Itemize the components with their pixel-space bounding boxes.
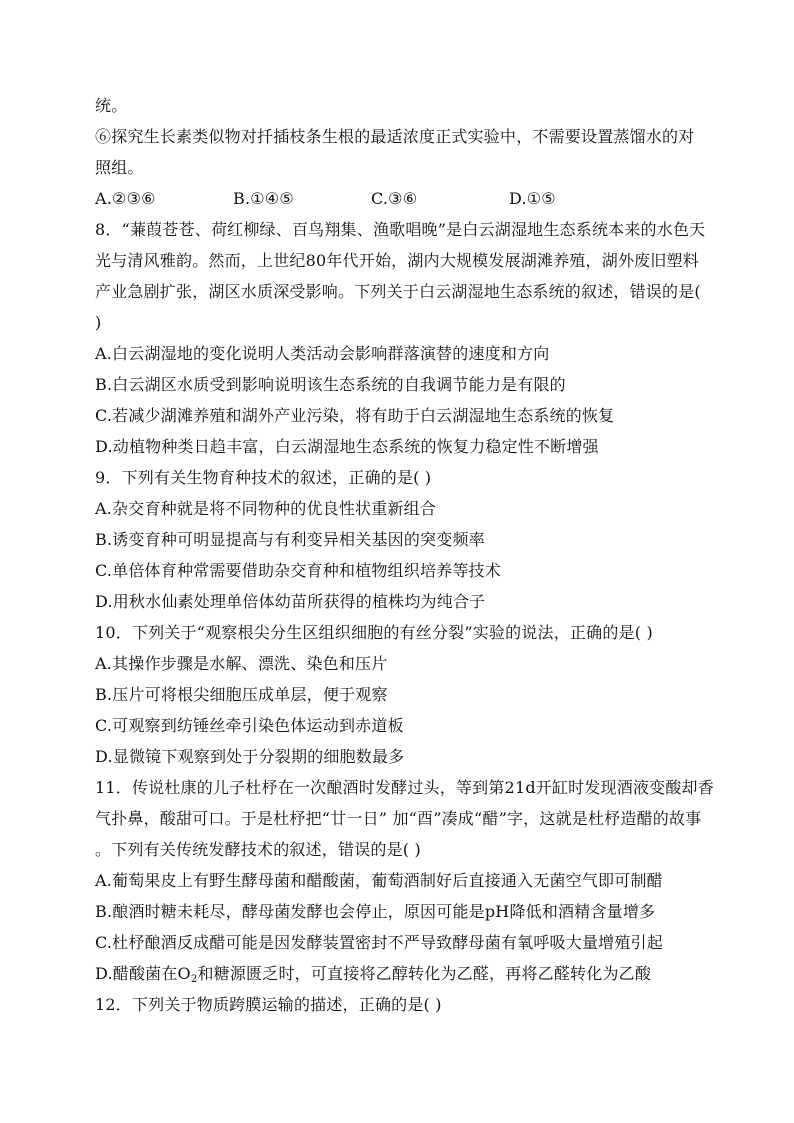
q9-option-b: B.诱变育种可明显提高与有利变异相关基因的突变频率 — [95, 530, 485, 549]
q7-text-line: 统。 — [95, 96, 128, 115]
q11-option-a: A.葡萄果皮上有野生酵母菌和醋酸菌，葡萄酒制好后直接通入无菌空气即可制醋 — [95, 871, 663, 890]
q8-stem-line: ) — [95, 313, 102, 332]
q11-option-c: C.杜杼酿酒反成醋可能是因发酵装置密封不严导致酵母菌有氧呼吸大量增殖引起 — [95, 933, 663, 952]
page-content — [95, 90, 714, 1020]
q9-option-a: A.杂交育种就是将不同物种的优良性状重新组合 — [95, 499, 437, 518]
q12-stem: 12．下列关于物质跨膜运输的描述，正确的是( ) — [95, 995, 442, 1014]
q10-option-d: D.显微镜下观察到处于分裂期的细胞数最多 — [95, 747, 405, 766]
q11-stem-line: 。下列有关传统发酵技术的叙述，错误的是( ) — [95, 840, 421, 859]
q7-text-line: 照组。 — [95, 158, 144, 177]
q8-option-b: B.白云湖区水质受到影响说明该生态系统的自我调节能力是有限的 — [95, 375, 566, 394]
q7-option-a: A.②③⑥ — [95, 189, 156, 208]
q10-option-a: A.其操作步骤是水解、漂洗、染色和压片 — [95, 654, 388, 673]
q8-stem-line: 8．“蒹葭苍苍、荷红柳绿、百鸟翔集、渔歌唱晚”是白云湖湿地生态系统本来的水色天 — [95, 220, 706, 239]
q7-option-b: B.①④⑤ — [233, 189, 294, 208]
q7-options — [95, 183, 705, 214]
q11-option-d-part2: 和糖源匮乏时，可直接将乙醇转化为乙醛，再将乙醛转化为乙酸 — [197, 964, 652, 983]
q8-option-d: D.动植物种类日趋丰富，白云湖湿地生态系统的恢复力稳定性不断增强 — [95, 437, 599, 456]
q10-option-c: C.可观察到纺锤丝牵引染色体运动到赤道板 — [95, 716, 404, 735]
q11-option-b: B.酿酒时糖未耗尽，酵母菌发酵也会停止，原因可能是pH降低和酒精含量增多 — [95, 902, 656, 921]
q11-option-d-subscript: 2 — [190, 974, 198, 985]
q10-stem: 10．下列关于“观察根尖分生区组织细胞的有丝分裂”实验的说法，正确的是( ) — [95, 623, 653, 642]
q7-option-d: D.①⑤ — [509, 189, 556, 208]
q10-option-b: B.压片可将根尖细胞压成单层，便于观察 — [95, 685, 388, 704]
q8-option-c: C.若减少湖滩养殖和湖外产业污染，将有助于白云湖湿地生态系统的恢复 — [95, 406, 615, 425]
q7-text-line: ⑥探究生长素类似物对扦插枝条生根的最适浓度正式实验中，不需要设置蒸馏水的对 — [95, 127, 695, 146]
q8-stem-line: 产业急剧扩张，湖区水质深受影响。下列关于白云湖湿地生态系统的叙述，错误的是( — [95, 282, 701, 301]
q11-stem-line: 11．传说杜康的儿子杜杼在一次酿酒时发酵过头，等到第21d开缸时发现酒液变酸却香 — [95, 778, 714, 797]
q11-stem-line: 气扑鼻，酸甜可口。于是杜杼把“廿一日” 加“酉”凑成“醋”字，这就是杜杼造醋的故事 — [95, 809, 702, 828]
q8-option-a: A.白云湖湿地的变化说明人类活动会影响群落演替的速度和方向 — [95, 344, 550, 363]
q11-option-d-part1: D.醋酸菌在O — [95, 964, 191, 983]
q9-option-d: D.用秋水仙素处理单倍体幼苗所获得的植株均为纯合子 — [95, 592, 486, 611]
q9-stem: 9．下列有关生物育种技术的叙述，正确的是( ) — [95, 468, 432, 487]
q9-option-c: C.单倍体育种常需要借助杂交育种和植物组织培养等技术 — [95, 561, 501, 580]
q8-stem-line: 光与清风雅韵。然而，上世纪80年代开始，湖内大规模发展湖滩养殖，湖外废旧塑料 — [95, 251, 699, 270]
q11-option-d — [95, 958, 705, 989]
q7-option-c: C.③⑥ — [371, 189, 418, 208]
